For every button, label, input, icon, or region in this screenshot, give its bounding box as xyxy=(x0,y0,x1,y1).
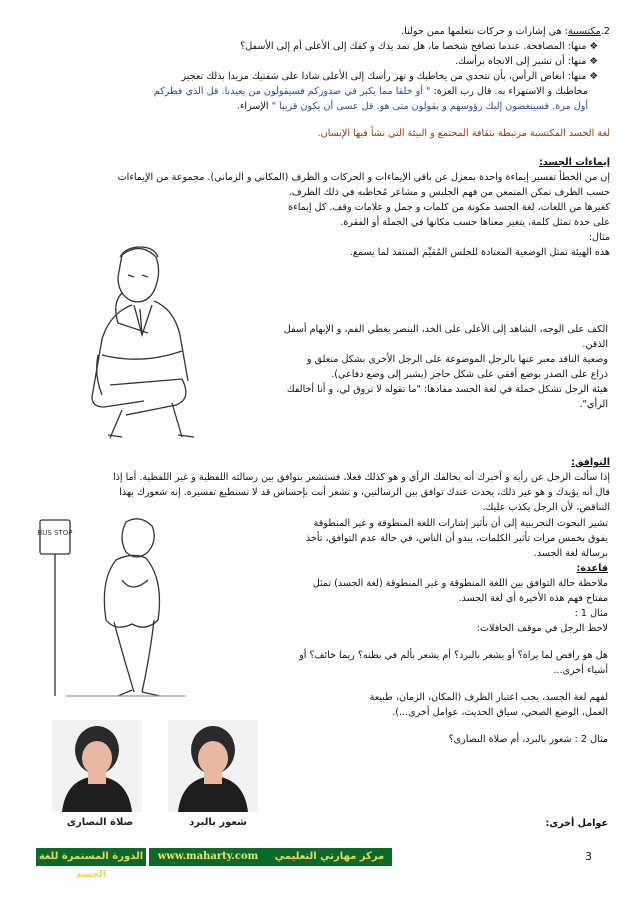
agreement-heading: التوافق: xyxy=(571,457,610,468)
gestures-heading: إيماءات الجسد: xyxy=(538,157,610,168)
bullet-continuation xyxy=(30,99,610,114)
bullet-item: ❖منها: أن تشير إلى الاتجاه برأسك. xyxy=(455,56,598,67)
cold-photo xyxy=(168,720,258,812)
example-2: مثال 2 : شعور بالبرد، أم صلاة النصارى؟ xyxy=(448,734,608,745)
example-1-label: مثال 1 : xyxy=(574,608,608,619)
section-definition: : هي إشارات و حركات نتعلمها ممن حولنا. xyxy=(401,26,568,37)
cold-caption: شعور بالبرد xyxy=(189,817,247,828)
footer-course: الدورة المستمرة للغة الجسد xyxy=(36,848,146,866)
quran-reference: الإسراء. xyxy=(236,101,272,112)
footer-center: مركز مهارتي التعليمي xyxy=(267,848,392,866)
footer-url-link[interactable]: www.maharty.com xyxy=(149,848,267,866)
section-term: مكتسبية xyxy=(568,26,601,37)
agreement-section: التوافق: إذا سألت الرجل عن رأيه و أخبرك أنه يخالفك الرأي و هو كذلك فعلا، فستشعر بتوافق بين رسالته اللفظية و غير اللفظية. أما إذا قال أنه يؤيدك و هو غير ذلك، يحدث عندك توافق بين الرسالتين، و تشعر أنت بإحساس قد لا تستطيع تفسيره. إنه شعورك بهذا التناقض، لأن الرجل يكذب عليك. xyxy=(30,455,610,515)
example-label: مثال: xyxy=(588,232,610,243)
rule-label: قاعدة: xyxy=(576,563,608,574)
gestures-section: إيماءات الجسد: إن من الخطأ تفسير إيماءة واحدة بمعزل عن باقي الإيماءات و الحركات و الظرف (المكاني و الزماني). مجموعة من الإيماءات حسب الظرف تمكن المتمعن من فهم الجليس و مشاعر مُخاطبه في ذلك الظرف. كغيرها من اللغات، لغة الجسد مكونة من كلمات و جمل و علامات وقف. كل إيماءة على حدة تمثل كلمة، يتغير معناها حسب مكانها في الجملة أو الفقرة. مثال: هذه الهيئة تمثل الوضعية المعتادة للجلس المُقيِّم المنتقد لما يسمع. xyxy=(30,155,610,260)
quran-quote: " أو خلقا مما يكبر في صدوركم فسيقولون من يعيدنا. قل الذي فطركم xyxy=(153,86,431,97)
page-number: 3 xyxy=(585,850,592,863)
bullet-continuation: مخاطبك و الاستهزاء به. قال رب العزة: " أو خلقا مما يكبر في صدوركم فسيقولون من يعيدنا. قل الذي فطركم xyxy=(153,86,588,97)
section-number: 2. xyxy=(600,26,610,37)
footer-bar xyxy=(36,848,392,880)
cultural-note: لغة الجسد المكتسبة مرتبطة بثقافة المجتمع و البيئة التي نشأ فيها الإنسان. xyxy=(317,128,610,139)
quran-quote: أول مرة. فسينغضون إليك رؤوسهم و يقولون متى هو. قل عسى أن يكون قريبا " xyxy=(271,101,588,112)
other-factors: عوامل أخرى: xyxy=(545,818,608,829)
critic-description: الكف على الوجه، الشاهد إلى الأعلى على الخد، البنصر يغطي الفم، و الإبهام أسفل الذقن. وضعية الناقد معبر عنها بالرجل الموضوعة على الرجل الأخرى بشكل منغلق و ذراع على الصدر بوضع أفقي على شكل حاجز (يشير إلى وضع دفاعي). هيئة الرجل تشكل جملة في لغة الجسد مفادها: "ما تقوله لا تروق لي، و أنا أخالفك الرأي". xyxy=(283,324,608,410)
bullet-item: ❖منها: انغاض الرأس، بأن تتحدى من يخاطبك و تهز رأسك إلى الأعلى شادا على شفتيك مريدا بذلك تعجيز xyxy=(181,71,598,82)
diamond-bullet-icon: ❖ xyxy=(589,56,598,67)
prayer-caption: صلاة النصارى xyxy=(66,817,134,828)
agreement-body: تشير البحوث التجريبية إلى أن تأثير إشارات اللغة المنطوقة و غير المنطوقة يفوق بخمس مرات تأثير الكلمات، يبدو أن الناس، في حالة عدم التوافق، تأخذ برسالة لغة الجسد. قاعدة: ملاحظة حالة التوافق بين اللغة المنطوقة و غير المنطوقة (لغة الجسد) تمثل مفتاح فهم هذه الأخيرة أي لغة الجسد. مثال 1 : لاحظ الرجل في موقف الحافلات: هل هو رافض لما يراه؟ أو يشعر بالبرد؟ أم يشعر بألم في بطنه؟ ربما خائف؟ أو أشياء أخرى... لفهم لغة الجسد، يجب اعتبار الظرف (المكان، الزمان، طبيعة العمل، الوضع الصحي، سياق الحديث، عوامل أخرى...). مثال 2 : شعور بالبرد، أم صلاة النصارى؟ xyxy=(250,516,608,747)
diamond-bullet-icon: ❖ xyxy=(589,71,598,82)
bus-stop-man-illustration xyxy=(36,510,196,700)
critic-man-illustration xyxy=(62,235,202,440)
bullet-item: ❖منها: المصافحة. عندما تصافح شخصا ما، هل تمد يدك و كفك إلى الأعلى أم إلى الأسفل؟ xyxy=(240,41,598,52)
example-1-text: لاحظ الرجل في موقف الحافلات: xyxy=(476,623,608,634)
bus-sign-text: BUS STOP xyxy=(37,529,73,537)
example-text: هذه الهيئة تمثل الوضعية المعتادة للجلس المُقيِّم المنتقد لما يسمع. xyxy=(349,247,610,258)
diamond-bullet-icon: ❖ xyxy=(589,41,598,52)
section-intro xyxy=(30,24,610,141)
prayer-photo xyxy=(52,720,142,812)
